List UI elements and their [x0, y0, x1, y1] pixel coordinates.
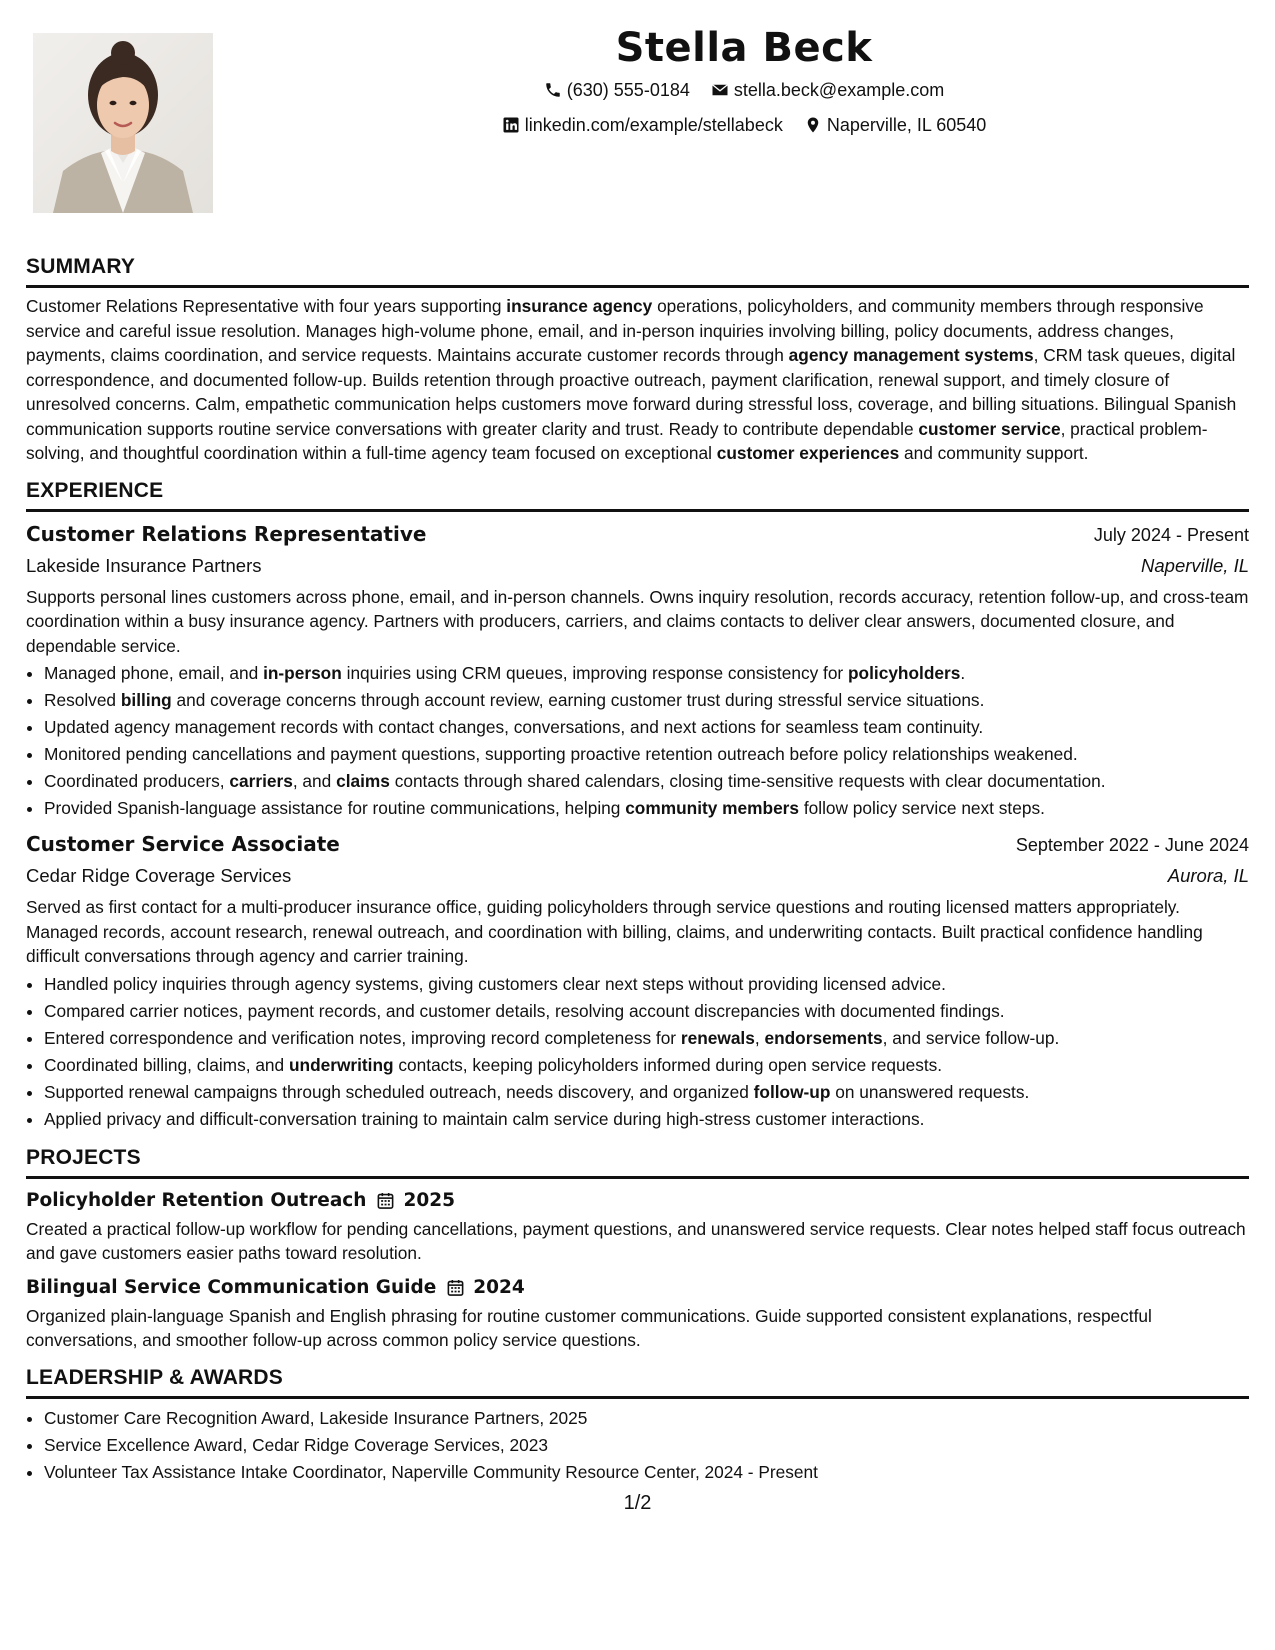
leadership-item: • Volunteer Tax Assistance Intake Coordinator, Naperville Community Resource Center, 2024 - Present	[44, 1459, 1249, 1486]
bullet-item: • Managed phone, email, and in-person inquiries using CRM queues, improving response consistency for policyholders.	[44, 660, 1249, 687]
job-entry	[26, 828, 1249, 1133]
calendar-icon	[446, 1278, 465, 1297]
job-description: Supports personal lines customers across phone, email, and in-person channels. Owns inquiry resolution, records accuracy, retention follow-up, and cross-team coordination within a busy insurance agency. Partners with producers, carriers, and claims contacts to deliver clear answers, documented closure, and dependable service.	[26, 586, 1249, 656]
map-pin-icon	[804, 116, 822, 134]
resume-body	[26, 242, 1249, 1486]
project-date	[376, 1187, 455, 1215]
leadership-heading: LEADERSHIP & AWARDS	[26, 1363, 1249, 1399]
bullet-item: • Handled policy inquiries through agency systems, giving customers clear next steps without providing licensed advice.	[44, 971, 1249, 998]
job-entry	[26, 518, 1249, 823]
linkedin-contact[interactable]	[502, 109, 783, 141]
bullet-item: • Applied privacy and difficult-conversation training to maintain calm service during high-stress customer interactions.	[44, 1106, 1249, 1133]
job-title: Customer Service Associate	[26, 832, 340, 856]
linkedin-icon	[502, 116, 520, 134]
profile-photo	[33, 33, 213, 213]
job-description: Served as first contact for a multi-producer insurance office, guiding policyholders through service questions and routing licensed matters appropriately. Managed records, account research, renewal outreach, and coordination with billing, claims, and underwriting contacts. Built practical confidence handling difficult conversations through agency and carrier training.	[26, 897, 1203, 966]
phone-icon	[544, 81, 562, 99]
page-number: 1/2	[623, 1492, 652, 1514]
project-description: Organized plain-language Spanish and English phrasing for routine customer communications. Guide supported consistent explanations, respectful conversations, and smoother follow-up across common policy service questions.	[26, 1305, 1152, 1350]
location-contact	[804, 109, 986, 141]
project-title: Bilingual Service Communication Guide	[26, 1276, 437, 1298]
job-location: Naperville, IL	[1141, 554, 1249, 576]
phone-number: (630) 555-0184	[566, 80, 690, 100]
job-company: Cedar Ridge Coverage Services	[26, 865, 292, 886]
bullet-item: • Compared carrier notices, payment records, and customer details, resolving account discrepancies with documented findings.	[44, 998, 1249, 1025]
bullet-item: • Monitored pending cancellations and payment questions, supporting proactive retention outreach before policy relationships weakened.	[44, 741, 1249, 768]
location-text: Naperville, IL 60540	[826, 115, 987, 135]
envelope-icon	[711, 81, 729, 99]
contact-line-2	[213, 109, 1275, 144]
job-dates: September 2022 - June 2024	[1015, 835, 1249, 855]
email-contact[interactable]	[711, 74, 944, 106]
job-title: Customer Relations Representative	[26, 521, 427, 546]
projects-heading: PROJECTS	[26, 1143, 1249, 1179]
summary-heading: SUMMARY	[26, 252, 1249, 288]
job-company: Lakeside Insurance Partners	[26, 554, 262, 576]
email-address[interactable]: stella.beck@example.com	[733, 80, 945, 100]
bullet-item: • Coordinated billing, claims, and underwriting contacts, keeping policyholders informed during open service requests.	[44, 1052, 1249, 1079]
job-bullets	[26, 660, 1249, 822]
project-description: Created a practical follow-up workflow for pending cancellations, payment questions, and unanswered service requests. Clear notes helped staff focus outreach and gave customers easier paths toward resolution.	[26, 1218, 1246, 1263]
project-year: 2025	[403, 1189, 455, 1211]
bullet-item: • Supported renewal campaigns through scheduled outreach, needs discovery, and organized follow-up on unanswered requests.	[44, 1079, 1249, 1106]
contact-header	[213, 22, 1275, 144]
project-date	[446, 1274, 525, 1302]
summary-text: Customer Relations Representative with four years supporting insurance agency operations, policyholders, and community members through responsive service and careful issue resolution. Manages high-volume phone, email, and in-person inquiries involving billing, policy documents, address changes, payments, claims coordination, and service requests. Maintains accurate customer records through agency management systems, CRM task queues, digital correspondence, and documented follow-up. Builds retention through proactive outreach, payment clarification, renewal support, and timely closure of unresolved concerns. Calm, empathetic communication helps customers move forward during stressful loss, coverage, and billing situations. Bilingual Spanish communication supports routine service conversations with greater clarity and trust. Ready to contribute dependable customer service, practical problem-solving, and thoughtful coordination within a full-time agency team focused on exceptional customer experiences and community support.	[26, 296, 1237, 463]
linkedin-url[interactable]: linkedin.com/example/stellabeck	[524, 115, 783, 135]
bullet-item: • Updated agency management records with contact changes, conversations, and next actions for seamless team continuity.	[44, 714, 1249, 741]
bullet-item: • Entered correspondence and verification notes, improving record completeness for renewals, endorsements, and service follow-up.	[44, 1025, 1249, 1052]
calendar-icon	[376, 1191, 395, 1210]
leadership-item: • Customer Care Recognition Award, Lakeside Insurance Partners, 2025	[44, 1405, 1249, 1432]
experience-heading: EXPERIENCE	[26, 476, 1249, 512]
candidate-name: Stella Beck	[615, 25, 873, 71]
job-bullets	[26, 971, 1249, 1133]
project-entry	[26, 1274, 1249, 1353]
leadership-list	[26, 1405, 1249, 1486]
bullet-item: • Resolved billing and coverage concerns through account review, earning customer trust during stressful service situations.	[44, 687, 1249, 714]
project-year: 2024	[473, 1276, 525, 1298]
bullet-item: • Coordinated producers, carriers, and claims contacts through shared calendars, closing time-sensitive requests with clear documentation.	[44, 768, 1249, 795]
contact-line-1	[213, 74, 1275, 109]
leadership-item: • Service Excellence Award, Cedar Ridge Coverage Services, 2023	[44, 1432, 1249, 1459]
job-dates: July 2024 - Present	[1093, 524, 1249, 545]
project-title: Policyholder Retention Outreach	[26, 1189, 367, 1211]
project-entry	[26, 1187, 1249, 1266]
phone-contact	[544, 74, 690, 106]
job-location: Aurora, IL	[1167, 865, 1249, 886]
bullet-item: • Provided Spanish-language assistance for routine communications, helping community members follow policy service next steps.	[44, 795, 1249, 822]
